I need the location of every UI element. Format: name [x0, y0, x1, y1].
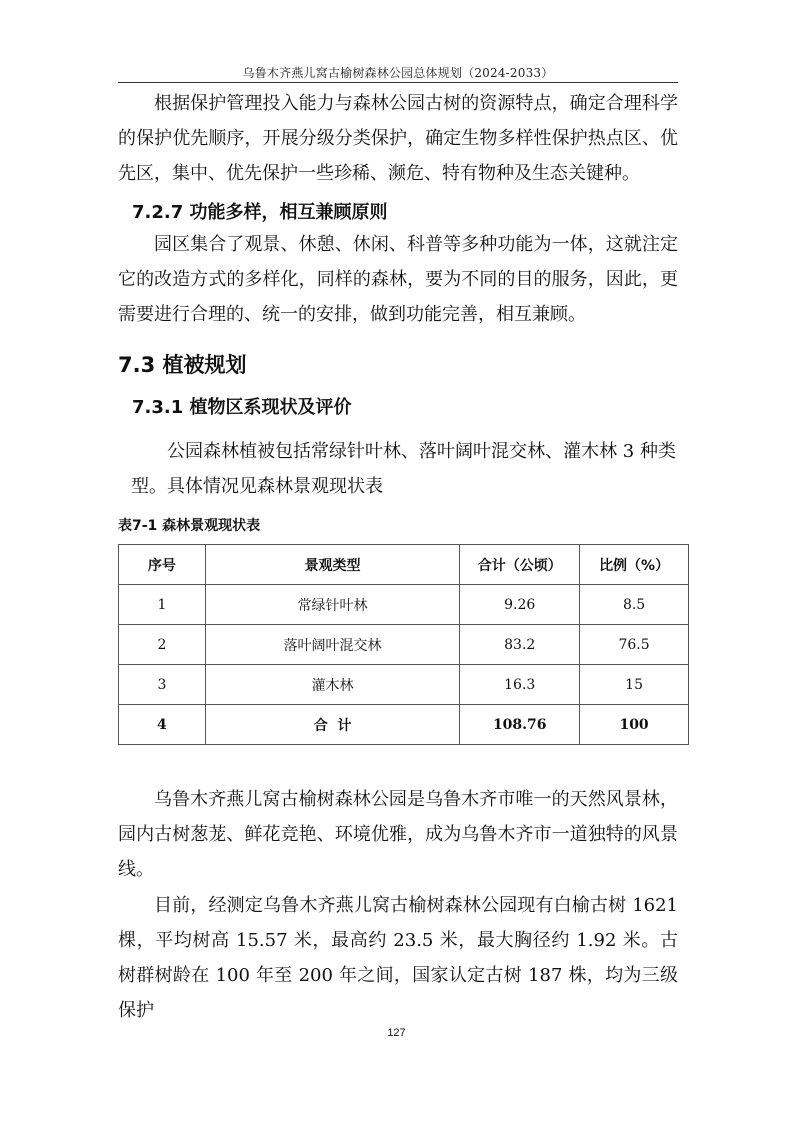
paragraph-function-diversity: 园区集合了观景、休憩、休闲、科普等多种功能为一体，这就注定它的改造方式的多样化，同样的森林，要为不同的目的服务，因此，更需要进行合理的、统一的安排，做到功能完善，相互兼顾。: [118, 234, 678, 325]
table-cell: 1: [119, 585, 206, 625]
table-cell: 3: [119, 665, 206, 705]
paragraph-protection-priority: 根据保护管理投入能力与森林公园古树的资源特点，确定合理科学的保护优先顺序，开展分级分类保护，确定生物多样性保护热点区、优先区，集中、优先保护一些珍稀、濒危、特有物种及生态关键种。: [118, 93, 678, 184]
section-heading-7-3-1: 7.3.1 植物区系现状及评价: [132, 397, 352, 418]
table-cell: 2: [119, 625, 206, 665]
table-cell: 合 计: [205, 705, 459, 745]
section-heading-7-3: 7.3 植被规划: [118, 353, 247, 377]
table-row: [119, 665, 689, 705]
table-cell: 108.76: [460, 705, 580, 745]
table-cell: 83.2: [460, 625, 580, 665]
table-caption: 表7-1 森林景观现状表: [118, 518, 261, 534]
table-total-row: [119, 705, 689, 745]
paragraph-ancient-trees: 目前，经测定乌鲁木齐燕儿窝古榆树森林公园现有白榆古树 1621 棵，平均树高 15.57 米，最高约 23.5 米，最大胸径约 1.92 米。古树群树龄在 100 年至 200 年之间，国家认定古树 187 株，均为三级保护: [118, 895, 678, 1021]
page-number: 127: [387, 1027, 406, 1039]
table-cell: 15: [580, 665, 689, 705]
table-cell: 落叶阔叶混交林: [205, 625, 459, 665]
table-row: [119, 625, 689, 665]
table-cell: 16.3: [460, 665, 580, 705]
table-cell: 常绿针叶林: [205, 585, 459, 625]
paragraph-park-overview: 乌鲁木齐燕儿窝古榆树森林公园是乌鲁木齐市唯一的天然风景林，园内古树葱茏、鲜花竞艳、环境优雅，成为乌鲁木齐市一道独特的风景线。: [118, 789, 678, 880]
table-row: [119, 585, 689, 625]
header-divider: [118, 82, 678, 83]
section-heading-7-2-7: 7.2.7 功能多样，相互兼顾原则: [132, 202, 388, 223]
table-cell: 9.26: [460, 585, 580, 625]
table-cell: 灌木林: [205, 665, 459, 705]
forest-landscape-table: [118, 544, 689, 745]
column-header-index: 序号: [119, 545, 206, 585]
column-header-area: 合计（公顷）: [460, 545, 580, 585]
table-cell: 100: [580, 705, 689, 745]
paragraph-vegetation-types: 公园森林植被包括常绿针叶林、落叶阔叶混交林、灌木林 3 种类型。具体情况见森林景观现状表: [131, 441, 676, 497]
table-header-row: [119, 545, 689, 585]
column-header-landscape-type: 景观类型: [205, 545, 459, 585]
column-header-ratio: 比例（%）: [580, 545, 689, 585]
table-cell: 8.5: [580, 585, 689, 625]
table-cell: 4: [119, 705, 206, 745]
table-cell: 76.5: [580, 625, 689, 665]
running-header: 乌鲁木齐燕儿窝古榆树森林公园总体规划（2024-2033）: [242, 66, 554, 80]
